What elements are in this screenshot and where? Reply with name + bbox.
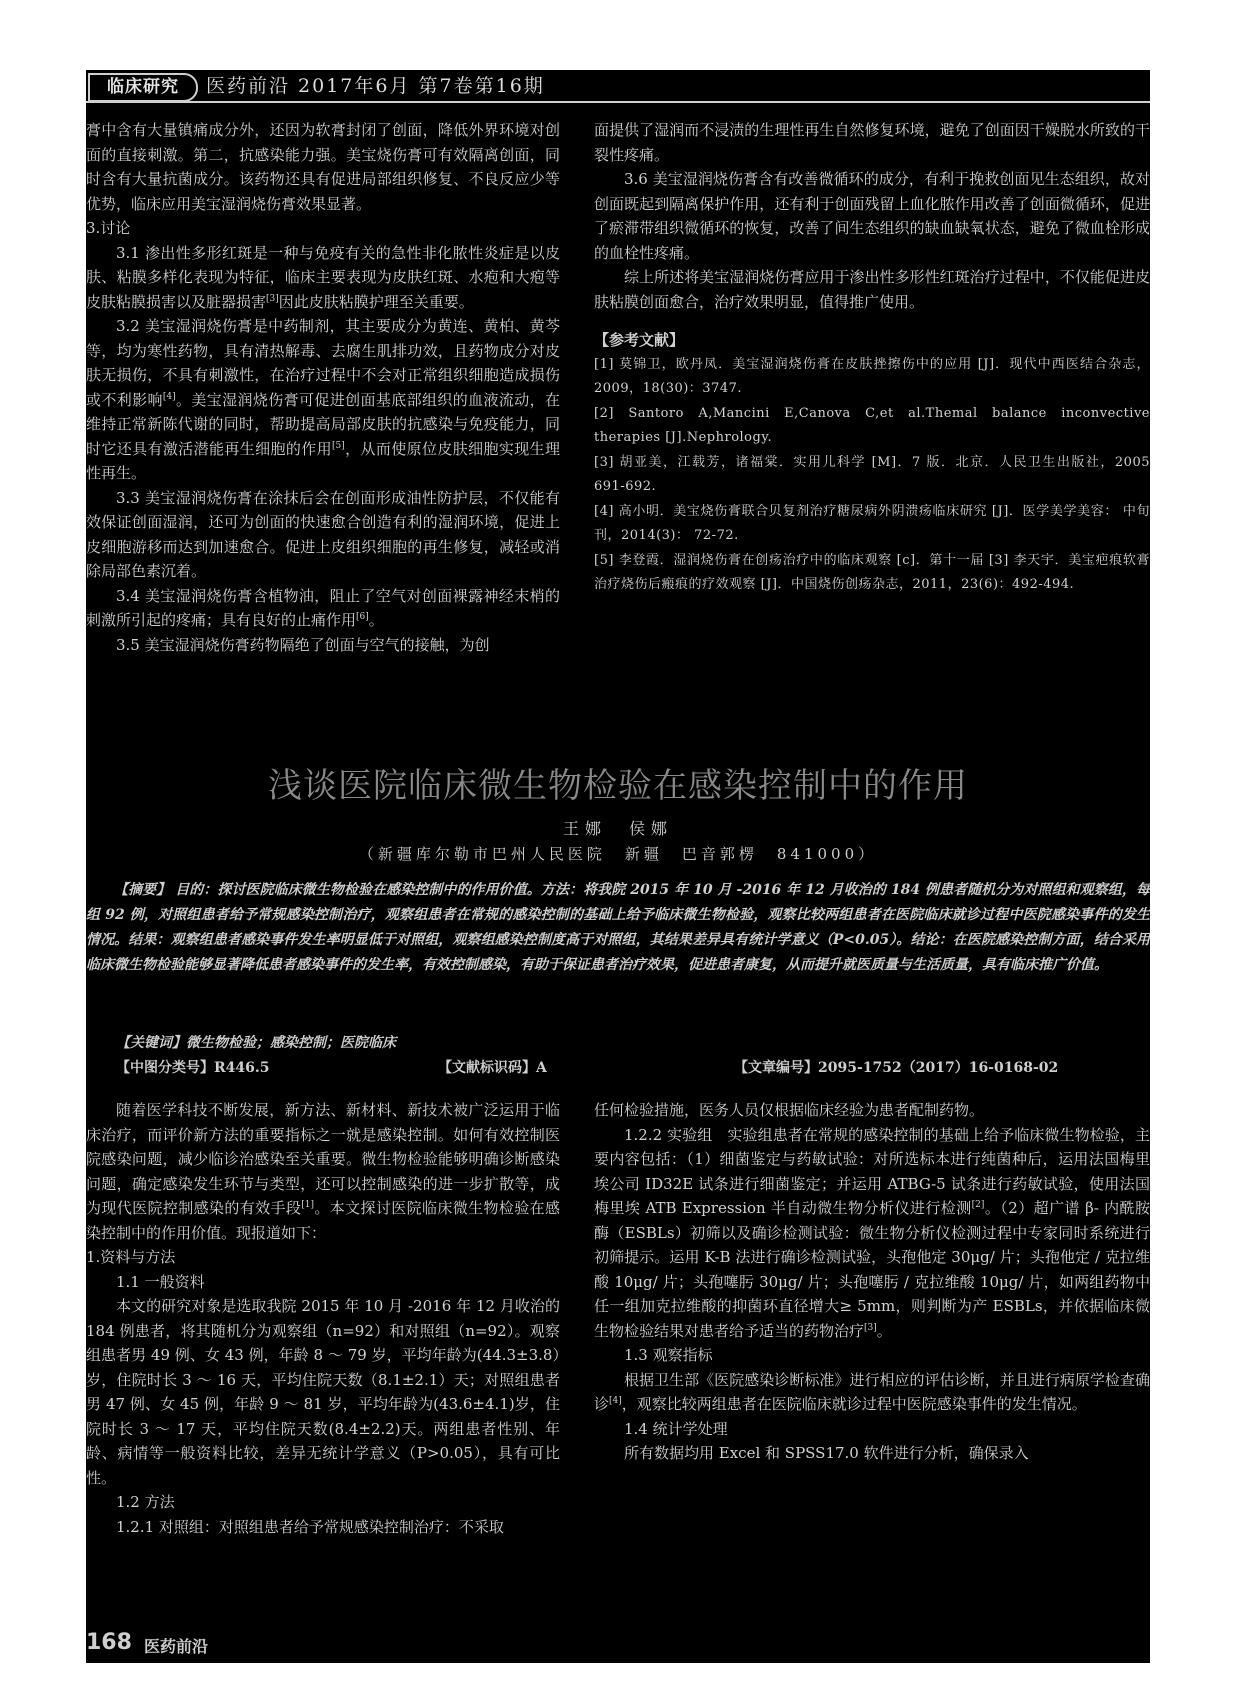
paragraph: 1.2.1 对照组：对照组患者给予常规感染控制治疗：不采取 bbox=[116, 1517, 504, 1536]
subsection-heading: 1.2 方法 bbox=[116, 1493, 175, 1511]
paragraph: 3.5 美宝湿润烧伤膏药物隔绝了创面与空气的接触，为创 bbox=[116, 635, 490, 654]
paragraph: 综上所述将美宝湿润烧伤膏应用于渗出性多形性红斑治疗过程中，不仅能促进皮肤粘膜创面愈合，治疗效果明显，值得推广使用。 bbox=[594, 268, 1150, 311]
clc-number: 【中图分类号】R446.5 bbox=[116, 1060, 270, 1076]
section-heading: 3.讨论 bbox=[86, 219, 131, 237]
prev-article-left-column bbox=[86, 118, 560, 657]
paragraph: 面提供了湿润而不浸渍的生理性再生自然修复环境，避免了创面因干燥脱水所致的干裂性疼痛。 bbox=[594, 121, 1150, 164]
abstract bbox=[86, 878, 1150, 978]
section-heading: 1.资料与方法 bbox=[86, 1248, 176, 1266]
reference-item: [2] Santoro A,Mancini E,Canova C,et al.Themal balance inconvective therapies [J].Nephrology. bbox=[594, 405, 1150, 445]
header-rule bbox=[86, 101, 1150, 103]
paragraph: 3.4 美宝湿润烧伤膏含植物油，阻止了空气对创面裸露神经末梢的刺激所引起的疼痛；具有良好的止痛作用[6]。 bbox=[86, 586, 560, 629]
footer-journal-name: 医药前沿 bbox=[144, 1637, 209, 1656]
page-number: 168 bbox=[86, 1630, 132, 1655]
paragraph: 膏中含有大量镇痛成分外，还因为软膏封闭了创面，降低外界环境对创面的直接刺激。第二，抗感染能力强。美宝烧伤膏可有效隔离创面，同时含有大量抗菌成分。该药物还具有促进局部组织修复、不良反应少等优势，临床应用美宝湿润烧伤膏效果显著。 bbox=[86, 121, 560, 213]
article-affiliation: （新疆库尔勒市巴州人民医院 新疆 巴音郭楞 841000） bbox=[358, 845, 878, 863]
citation: [1] bbox=[301, 1200, 314, 1210]
body-left-column bbox=[86, 1098, 560, 1539]
references-heading: 【参考文献】 bbox=[594, 331, 685, 349]
citation: [6] bbox=[356, 612, 369, 622]
article-title: 浅谈医院临床微生物检验在感染控制中的作用 bbox=[268, 766, 968, 806]
citation: [4] bbox=[162, 391, 176, 402]
paragraph: 3.3 美宝湿润烧伤膏在涂抹后会在创面形成油性防护层，不仅能有效保证创面湿润，还可为创面的快速愈合创造有利的湿润环境，促进上皮细胞游移而达到加速愈合。促进上皮组织细胞的再生修复，减轻或消除局部色素沉着。 bbox=[86, 488, 560, 580]
article-number: 【文章编号】2095-1752（2017）16-0168-02 bbox=[734, 1060, 1059, 1076]
abstract-text: 【摘要】 目的：探讨医院临床微生物检验在感染控制中的作用价值。方法：将我院 2015 年 10 月 -2016 年 12 月收治的 184 例患者随机分为对照组和观察组，每组 92 例，对照组患者给予常规感染控制治疗，观察组患者在常规的感染控制的基础上给予临床微生物检验，观察比较两组患者在医院临床就诊过程中医院感染事件的发生情况。结果：观察组患者感染事件发生率明显低于对照组，观察组感染控制度高于对照组，其结果差异具有统计学意义（P<0.05）。结论：在医院感染控制方面，结合采用临床微生物检验能够显著降低患者感染事件的发生率，有效控制感染，有助于保证患者治疗效果，促进患者康复，从而提升就医质量与生活质量，具有临床推广价值。 bbox=[86, 882, 1150, 973]
article-authors: 王娜 侯娜 bbox=[562, 819, 673, 838]
journal-page bbox=[86, 70, 1150, 1663]
paragraph: 任何检验措施，医务人员仅根据临床经验为患者配制药物。 bbox=[594, 1101, 985, 1119]
citation: [4] bbox=[609, 1396, 622, 1406]
reference-item: [4] 高小明．美宝烧伤膏联合贝复剂治疗糖尿病外阴溃疡临床研究 [J]．医学美学美容： 中旬刊，2014(3)： 72-72. bbox=[594, 503, 1150, 543]
reference-item: [3] 胡亚美，江载芳，诸福棠．实用儿科学 [M]．7 版．北京．人民卫生出版社，2005 691-692. bbox=[594, 454, 1150, 494]
citation: [2] bbox=[971, 1200, 985, 1210]
subsection-heading: 1.1 一般资料 bbox=[116, 1272, 205, 1291]
section-badge: 临床研究 bbox=[88, 73, 198, 102]
subsection-heading: 1.3 观察指标 bbox=[624, 1346, 713, 1364]
paragraph: 1.2.2 实验组 实验组患者在常规的感染控制的基础上给予临床微生物检验，主要内容包括：（1）细菌鉴定与药敏试验：对所选标本进行纯菌种后，运用法国梅里埃公司 ID32E 试条进行细菌鉴定；并运用 ATBG-5 试条进行药敏试验，使用法国梅里埃 ATB Expression 半自动微生物分析仪进行检测[2]。（2）超广谱 β- 内酰胺酶（ESBLs）初筛以及确诊检测试验：微生物分析仪检测过程中专家同时系统进行初筛提示。运用 K-B 法进行确诊检测试验，头孢他定 30μg/ 片；头孢他定 / 克拉维酸 10μg/ 片；头孢噻肟 30μg/ 片；头孢噻肟 / 克拉维酸 10μg/ 片，如两组药物中任一组加克拉维酸的抑菌环直径增大≥ 5mm，则判断为产 ESBLs，并依据临床微生物检验结果对患者给予适当的药物治疗[3]。 bbox=[594, 1125, 1150, 1340]
citation: [3] bbox=[266, 293, 279, 304]
body-right-column bbox=[594, 1098, 1150, 1466]
reference-item: [5] 李登霞．湿润烧伤膏在创疡治疗中的临床观察 [c]．第十一届 [3] 李天宇．美宝疤痕软膏治疗烧伤后瘢痕的疗效观察 [J]．中国烧伤创疡杂志，2011，23(6)：492-494. bbox=[594, 552, 1150, 592]
subsection-heading: 1.4 统计学处理 bbox=[624, 1419, 728, 1438]
page-header bbox=[86, 70, 1150, 104]
journal-issue-line: 医药前沿 2017年6月 第7卷第16期 bbox=[206, 75, 545, 97]
paragraph: 根据卫生部《医院感染诊断标准》进行相应的评估诊断，并且进行病原学检查确诊[4]，观察比较两组患者在医院临床就诊过程中医院感染事件的发生情况。 bbox=[594, 1370, 1150, 1413]
paragraph: 所有数据均用 Excel 和 SPSS17.0 软件进行分析，确保录入 bbox=[624, 1444, 1029, 1462]
paragraph: 本文的研究对象是选取我院 2015 年 10 月 -2016 年 12 月收治的 184 例患者，将其随机分为观察组（n=92）和对照组（n=92）。观察组患者男 49 例、女 43 例，年龄 8 ～ 79 岁，平均年龄为(44.3±3.8）岁，住院时长 3 ～ 16 天，平均住院天数（8.1±2.1）天；对照组患者男 47 例、女 45 例，年龄 9 ～ 81 岁，平均年龄为(43.6±4.1)岁，住院时长 3 ～ 17 天，平均住院天数(8.4±2.2)天。两组患者性别、年龄、病情等一般资料比较，差异无统计学意义（P>0.05），具有可比性。 bbox=[86, 1297, 560, 1487]
paragraph: 随着医学科技不断发展，新方法、新材料、新技术被广泛运用于临床治疗，而评价新方法的重要指标之一就是感染控制。如何有效控制医院感染问题，减少临诊治感染至关重要。微生物检验能够明确诊断感染问题，确定感染发生环节与类型，还可以控制感染的进一步扩散等，成为现代医院控制感染的有效手段[1]。本文探讨医院临床微生物检验在感染控制中的作用价值。现报道如下： bbox=[86, 1101, 560, 1242]
paragraph: 3.1 渗出性多形红斑是一种与免疫有关的急性非化脓性炎症是以皮肤、粘膜多样化表现为特征，临床主要表现为皮肤红斑、水疱和大疱等皮肤粘膜损害以及脏器损害[3]因此皮肤粘膜护理至关重要。 bbox=[86, 243, 560, 311]
prev-article-right-column bbox=[594, 118, 1150, 598]
document-code: 【文献标识码】A bbox=[438, 1060, 547, 1076]
reference-item: [1] 莫锦卫，欧丹凤．美宝湿润烧伤膏在皮肤挫擦伤中的应用 [J]．现代中西医结合杂志，2009，18(30)：3747. bbox=[594, 356, 1150, 396]
citation: [3] bbox=[864, 1322, 877, 1333]
keywords: 【关键词】微生物检验；感染控制；医院临床 bbox=[116, 1035, 396, 1051]
paragraph: 3.2 美宝湿润烧伤膏是中药制剂，其主要成分为黄连、黄柏、黄芩等，均为寒性药物，具有清热解毒、去腐生肌排功效，且药物成分对皮肤无损伤，不具有刺激性，在治疗过程中不会对正常组织细胞造成损伤或不利影响[4]。美宝湿润烧伤膏可促进创面基底部组织的血液流动，在维持正常新陈代谢的同时，帮助提高局部皮肤的抗感染与免疫能力，同时它还具有激活潜能再生细胞的作用[5]，从而使原位皮肤细胞实现生理性再生。 bbox=[86, 317, 560, 482]
citation: [5] bbox=[332, 440, 345, 451]
paragraph: 3.6 美宝湿润烧伤膏含有改善微循环的成分，有利于挽救创面见生态组织，故对创面既起到隔离保护作用，还有利于创面残留上血化脓作用改善了创面微循环，促进了瘀滞带组织微循环的恢复，改善了间生态组织的缺血缺氧状态，避免了微血栓形成的血栓性疼痛。 bbox=[594, 170, 1150, 262]
